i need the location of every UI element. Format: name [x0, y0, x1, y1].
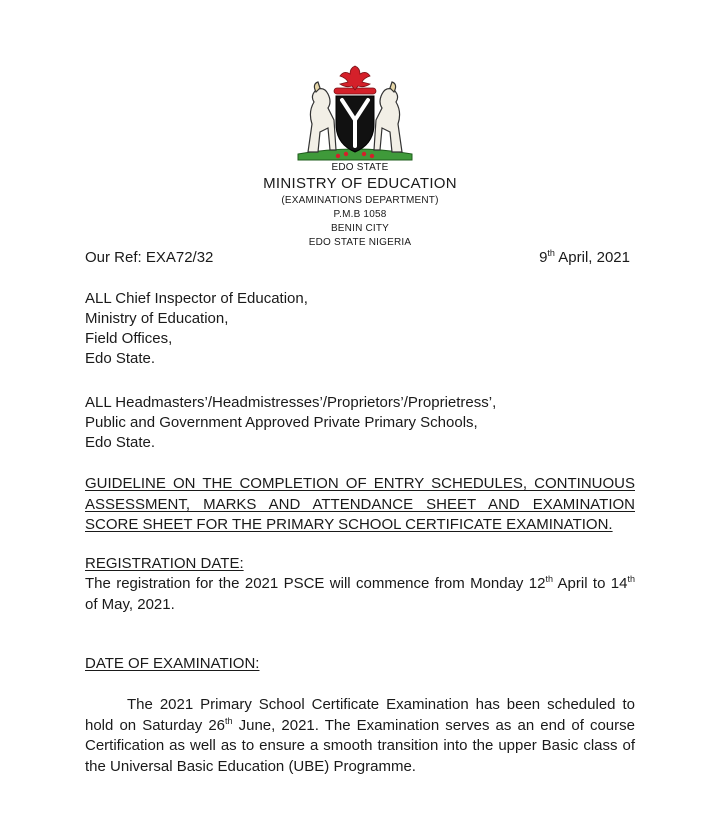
header-state: EDO STATE	[331, 162, 389, 173]
header-department: (EXAMINATIONS DEPARTMENT)	[281, 195, 439, 206]
header-ministry: MINISTRY OF EDUCATION	[263, 175, 457, 192]
header-city: BENIN CITY	[330, 223, 390, 234]
address1-line: Ministry of Education,	[85, 310, 229, 327]
reference-row	[85, 249, 630, 266]
our-reference: Our Ref: EXA72/32	[85, 249, 214, 266]
header-pmb: P.M.B 1058	[333, 209, 387, 220]
address2-line: ALL Headmasters’/Headmistresses’/Proprietors’/Proprietress’,	[85, 394, 497, 411]
address2-line: Public and Government Approved Private Primary Schools,	[85, 414, 478, 431]
address2-line: Edo State.	[85, 434, 156, 451]
examination-heading: DATE OF EXAMINATION:	[85, 655, 260, 672]
examination-text: The 2021 Primary School Certificate Examination has been scheduled to hold on Saturday 26th June, 2021. The Examination serves as an end of course Certification as well as to ensure a smooth transition into the upper Basic class of the Universal Basic Education (UBE) Programme.	[85, 696, 635, 775]
registration-heading: REGISTRATION DATE:	[85, 555, 244, 572]
address1-line: Field Offices,	[85, 330, 173, 347]
address1-line: Edo State.	[85, 350, 156, 367]
address1-line: ALL Chief Inspector of Education,	[85, 290, 308, 307]
registration-text: The registration for the 2021 PSCE will commence from Monday 12th April to 14th of May, 2021.	[85, 574, 635, 613]
letter-subject: GUIDELINE ON THE COMPLETION OF ENTRY SCHEDULES, CONTINUOUS ASSESSMENT, MARKS AND ATTENDANCE SHEET AND EXAMINATION SCORE SHEET FOR THE PRIMARY SCHOOL CERTIFICATE EXAMINATION.	[85, 475, 635, 533]
letter-date: 9th April, 2021	[539, 248, 630, 266]
nigeria-coat-of-arms-icon	[290, 62, 420, 162]
header-country: EDO STATE NIGERIA	[308, 237, 412, 248]
